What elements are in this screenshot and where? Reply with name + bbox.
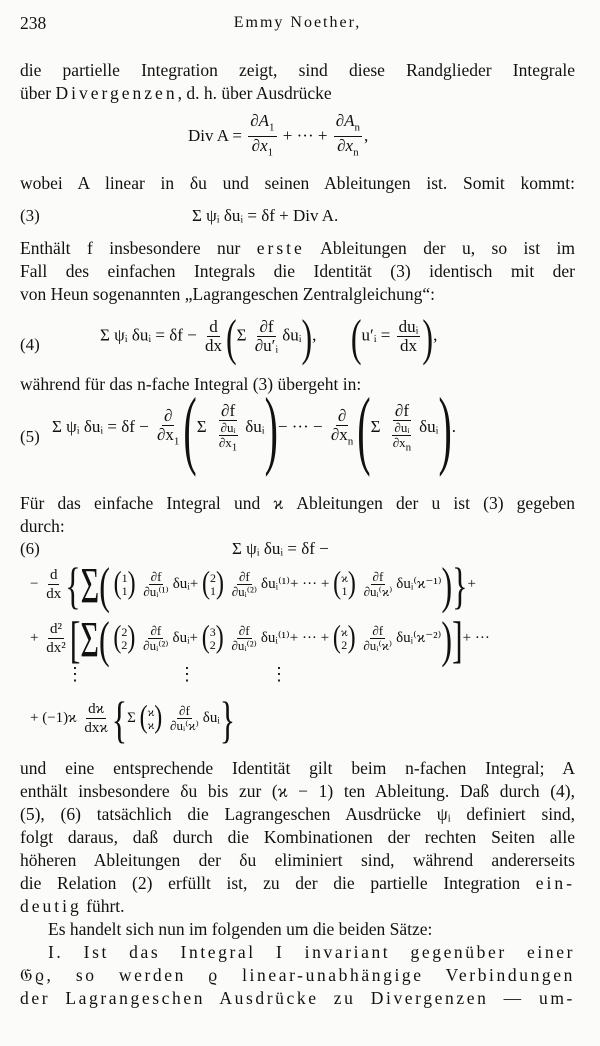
binomial: ( ϰ 1 ) [333, 566, 356, 601]
vdots: ⋮ [66, 664, 84, 684]
paren-open: ( [183, 378, 197, 478]
binom-bottom: 1 [121, 583, 128, 598]
running-title: Emmy Noether, [233, 14, 362, 31]
binom-top: 2 [121, 624, 128, 639]
denominator: ∂uᵢ⁽ϰ⁾ [363, 638, 393, 653]
fraction [44, 620, 68, 657]
eq-lhs: Σ ψᵢ δuᵢ = δf − [52, 417, 149, 437]
denominator: ∂x [156, 424, 174, 444]
numerator: ∂f [372, 569, 384, 584]
fraction [362, 570, 395, 599]
brace-close: } [452, 555, 468, 614]
binom-top: ϰ [147, 704, 155, 719]
paren-open: ( [225, 307, 237, 366]
sum-sign: Σ [236, 325, 247, 345]
paragraph-6-line-4: folgt daraus, daß durch die Kombinationen der rechten Seiten alle [20, 827, 575, 847]
equation-label: (6) [20, 539, 40, 558]
subscript: 1 [173, 435, 180, 447]
paragraph-2-line-1: wobei A linear in δu und seinen Ableitungen ist. Somit kommt: [20, 173, 575, 193]
paragraph-1-line-2 [20, 82, 575, 104]
binom-bottom: 2 [341, 637, 348, 652]
denominator: ∂x [392, 435, 406, 450]
fraction [334, 112, 362, 162]
binom-bottom: 2 [209, 637, 216, 652]
vdots: ⋮ [270, 664, 288, 684]
paren-open: ( [357, 378, 371, 478]
denominator: ∂uᵢ⁽ϰ⁾ [170, 718, 199, 733]
paragraph-8-line-2: 𝔊ϱ, so werden ϱ linear-unabhängige Verbindungen [20, 965, 575, 985]
paragraph-6-line-1: und eine entsprechende Identität gilt beim n-fachen Integral; A [20, 758, 575, 778]
fraction [230, 570, 259, 599]
equation-6-row-1 [30, 555, 476, 614]
subscript: n [354, 121, 361, 134]
fraction [213, 402, 243, 455]
numerator: ∂ [163, 405, 173, 425]
equation-6-row-3 [30, 689, 236, 748]
bracket-close: ] [451, 609, 463, 668]
numerator: ∂f [221, 401, 236, 420]
fraction [141, 624, 170, 653]
equation-6-head: Σ ψᵢ δuᵢ = δf − [232, 539, 329, 558]
numerator: d [209, 317, 218, 336]
binomial: ( 2 2 ) [113, 620, 136, 655]
binom-bottom: 1 [341, 583, 348, 598]
binom-top: 2 [209, 570, 216, 585]
numerator: ∂uᵢ [220, 420, 236, 435]
eq-middle: + ··· + [282, 125, 328, 145]
paren-open: ( [99, 609, 110, 668]
eq-lead: + [30, 629, 39, 646]
eq-lhs: Σ ψᵢ δuᵢ = δf − [100, 325, 197, 345]
equation-label: (4) [20, 335, 40, 354]
paren-close: ) [301, 307, 313, 366]
numerator: ∂f [179, 703, 190, 718]
eq-term: δuᵢ⁽ϰ⁻¹⁾ [396, 575, 442, 592]
vdots: ⋮ [178, 664, 196, 684]
fraction [253, 318, 280, 355]
paren-close: ) [441, 609, 452, 668]
plus-sign: + [467, 575, 476, 592]
paren-close: ) [422, 307, 434, 366]
dots-plus: + ··· + [289, 629, 330, 646]
denominator: ∂x [330, 424, 348, 444]
spaced-word: erste [256, 238, 305, 258]
bracket-open: Σ [80, 555, 100, 614]
paren-close: ) [264, 378, 278, 478]
paragraph-4-line-1: während für das n-fache Integral (3) übergeht in: [20, 374, 362, 394]
eq-term: δuᵢ⁽¹⁾ [260, 629, 290, 646]
binomial: ( 2 1 ) [201, 566, 224, 601]
denominator: ∂uᵢ⁽¹⁾ [143, 584, 169, 599]
eq-lead: + (−1)ϰ [30, 709, 77, 726]
subscript: 1 [231, 441, 238, 454]
numerator: ∂A [335, 111, 355, 130]
fraction [329, 407, 355, 450]
subscript: n [353, 146, 359, 159]
fraction [248, 112, 276, 162]
numerator: d² [49, 621, 62, 637]
numerator: ∂f [394, 401, 409, 420]
bracket-open: [ [69, 609, 81, 668]
eq-term: δuᵢ [419, 417, 439, 437]
plus-sign: + [189, 575, 199, 592]
spaced-word: deutig [20, 896, 82, 916]
fraction [361, 624, 394, 653]
paragraph-5-line-2: durch: [20, 516, 65, 536]
denominator: dx [400, 336, 418, 355]
plus-sign: + [189, 629, 198, 646]
numerator: ∂ [337, 405, 347, 425]
sum-sign: Σ [127, 709, 136, 726]
text-run: die Relation (2) erfüllt ist, zu der die partielle Integration [20, 873, 536, 893]
eq-term: u′ᵢ = [361, 325, 391, 345]
sum-sign: Σ [370, 417, 381, 437]
denominator: dx [204, 336, 222, 355]
binom-bottom: 2 [121, 637, 128, 652]
eq-lead: − [30, 575, 39, 592]
denominator: dx² [46, 640, 66, 656]
fraction [44, 566, 63, 603]
subscript: n [405, 441, 412, 454]
numerator: ∂uᵢ [394, 420, 410, 435]
paren-open: ( [350, 307, 362, 366]
denominator: ∂uᵢ⁽²⁾ [143, 638, 169, 653]
numerator: ∂f [238, 623, 250, 638]
binom-top: 1 [121, 570, 128, 585]
subscript: n [347, 435, 354, 447]
spaced-word: Divergenzen [55, 83, 178, 103]
sum-sign: Σ [80, 609, 99, 668]
binom-bottom: 1 [209, 583, 216, 598]
eq-term: δuᵢ [172, 575, 190, 592]
numerator: duᵢ [398, 317, 419, 336]
binomial: ( ϰ 2 ) [332, 620, 356, 655]
text-run: , d. h. über Ausdrücke [177, 83, 332, 103]
paren-open: ( [99, 555, 110, 614]
eq-term: δuᵢ [282, 325, 302, 345]
paragraph-6-line-2: enthält insbesondere δu bis zur (ϰ − 1) ten Ableitung. Daß durch (4), [20, 781, 575, 801]
denominator: dxϰ [84, 720, 108, 736]
numerator: dϰ [88, 701, 104, 717]
equation-6-row-2 [30, 609, 490, 668]
eq-term: δuᵢ [245, 417, 265, 437]
text-run: über [20, 83, 56, 103]
brace-close: } [219, 689, 236, 748]
denominator: ∂uᵢ⁽²⁾ [231, 638, 257, 653]
fraction [141, 570, 170, 599]
fraction [397, 318, 421, 355]
spaced-word: ein- [535, 873, 575, 893]
inner-fraction [391, 421, 413, 455]
denominator: ∂uᵢ⁽²⁾ [231, 584, 258, 599]
numerator: ∂f [150, 623, 162, 638]
equation-3: Σ ψᵢ δuᵢ = δf + Div A. [192, 206, 339, 225]
numerator: ∂f [150, 569, 162, 584]
paren-close: ) [438, 378, 452, 478]
eq-term: δuᵢ [172, 629, 190, 646]
numerator: d [49, 567, 58, 583]
page-number: 238 [20, 13, 47, 33]
numerator: ∂f [238, 569, 250, 584]
fraction [387, 402, 417, 455]
paragraph-6-line-3: (5), (6) tatsächlich die Lagrangeschen Ausdrücke ψᵢ definiert sind, [20, 804, 575, 824]
numerator: ∂A [250, 111, 270, 130]
brace-open: { [65, 555, 81, 614]
paragraph-1-line-1: die partielle Integration zeigt, sind diese Randglieder Integrale [20, 60, 575, 80]
dots-plus: + ··· + [289, 575, 330, 592]
paren-close: ) [441, 555, 453, 614]
denominator: ∂x [218, 435, 232, 450]
paragraph-6-line-5: höheren Ableitungen der δu eliminiert sind, während andererseits [20, 850, 575, 870]
equation-4: Σ ψᵢ δuᵢ = δf − $\frac{d}{dx}$ (Σ $\frac{\partial f}{\text{∂u′ᵢ}}$ δuᵢ), (u′ᵢ = $\frac{\text{duᵢ}}{dx}$ ), [100, 307, 438, 366]
plus-dots: + ··· [462, 629, 490, 646]
eq-term: δuᵢ⁽ϰ⁻²⁾ [396, 629, 442, 646]
binomial: ( ϰ ϰ ) [139, 700, 163, 735]
binom-bottom: ϰ [147, 717, 155, 732]
numerator: ∂f [372, 623, 384, 638]
denominator: ∂uᵢ⁽ϰ⁾ [363, 584, 393, 599]
equation-label: (5) [20, 427, 40, 446]
eq-term: δuᵢ⁽¹⁾ [261, 575, 290, 592]
paragraph-3-line-2: Fall des einfachen Integrals die Identität (3) identisch mit der [20, 261, 575, 281]
subscript: 1 [269, 121, 275, 134]
subscript: 1 [267, 146, 274, 159]
denominator: ∂x [251, 136, 268, 156]
binom-top: ϰ [340, 624, 348, 639]
denominator: ∂u′ᵢ [254, 336, 279, 355]
paragraph-8-line-1: I. Ist das Integral I invariant gegenüber einer [48, 942, 575, 962]
paragraph-3-line-1 [20, 237, 575, 259]
equation-div-a [188, 112, 368, 162]
brace-open: { [111, 689, 128, 748]
paragraph-6-line-6 [20, 872, 575, 894]
equation-5: Σ ψᵢ δuᵢ = δf − $\frac{\partial}{\partial x_1}$ (Σ $\frac{\partial f}{\frac{\text{∂uᵢ}}{\partial x_1}}$ δuᵢ)− ··· − $\frac{\partial}{\partial x_n}$ (Σ $\frac{\partial f}{\frac{\text{∂uᵢ}}{\partial x_n}}$ δuᵢ). [52, 402, 456, 455]
numerator: ∂f [259, 317, 274, 336]
paragraph-3-line-3: von Heun sogenannten „Lagrangeschen Zentralgleichung“: [20, 284, 435, 304]
inner-fraction [217, 421, 239, 455]
paragraph-8-line-3: der Lagrangeschen Ausdrücke zu Divergenzen — um- [20, 988, 575, 1008]
paragraph-7-line-1: Es handelt sich nun im folgenden um die beiden Sätze: [48, 919, 433, 939]
fraction [203, 318, 224, 355]
sum-sign: Σ [196, 417, 207, 437]
text-run: führt. [81, 896, 125, 916]
eq-tail: , [364, 125, 369, 145]
binom-top: ϰ [341, 570, 348, 585]
denominator: ∂x [337, 136, 354, 156]
fraction [155, 407, 181, 450]
paragraph-6-line-7 [20, 895, 575, 917]
eq-lhs: Div A = [188, 125, 242, 145]
fraction [82, 700, 109, 737]
paragraph-5-line-1: Für das einfache Integral und ϰ Ableitungen der u ist (3) gegeben [20, 493, 575, 513]
binomial: ( 1 1 ) [113, 566, 136, 601]
denominator: dx [46, 586, 62, 602]
fraction [168, 704, 201, 733]
fraction [230, 624, 259, 653]
text-run: Enthält f insbesondere nur [20, 238, 257, 258]
equation-label: (3) [20, 206, 40, 225]
binomial: ( 3 2 ) [201, 620, 224, 655]
text-run: Ableitungen der u, so ist im [304, 238, 575, 258]
eq-term: δuᵢ [202, 709, 220, 726]
eq-middle: − ··· − [277, 417, 323, 437]
